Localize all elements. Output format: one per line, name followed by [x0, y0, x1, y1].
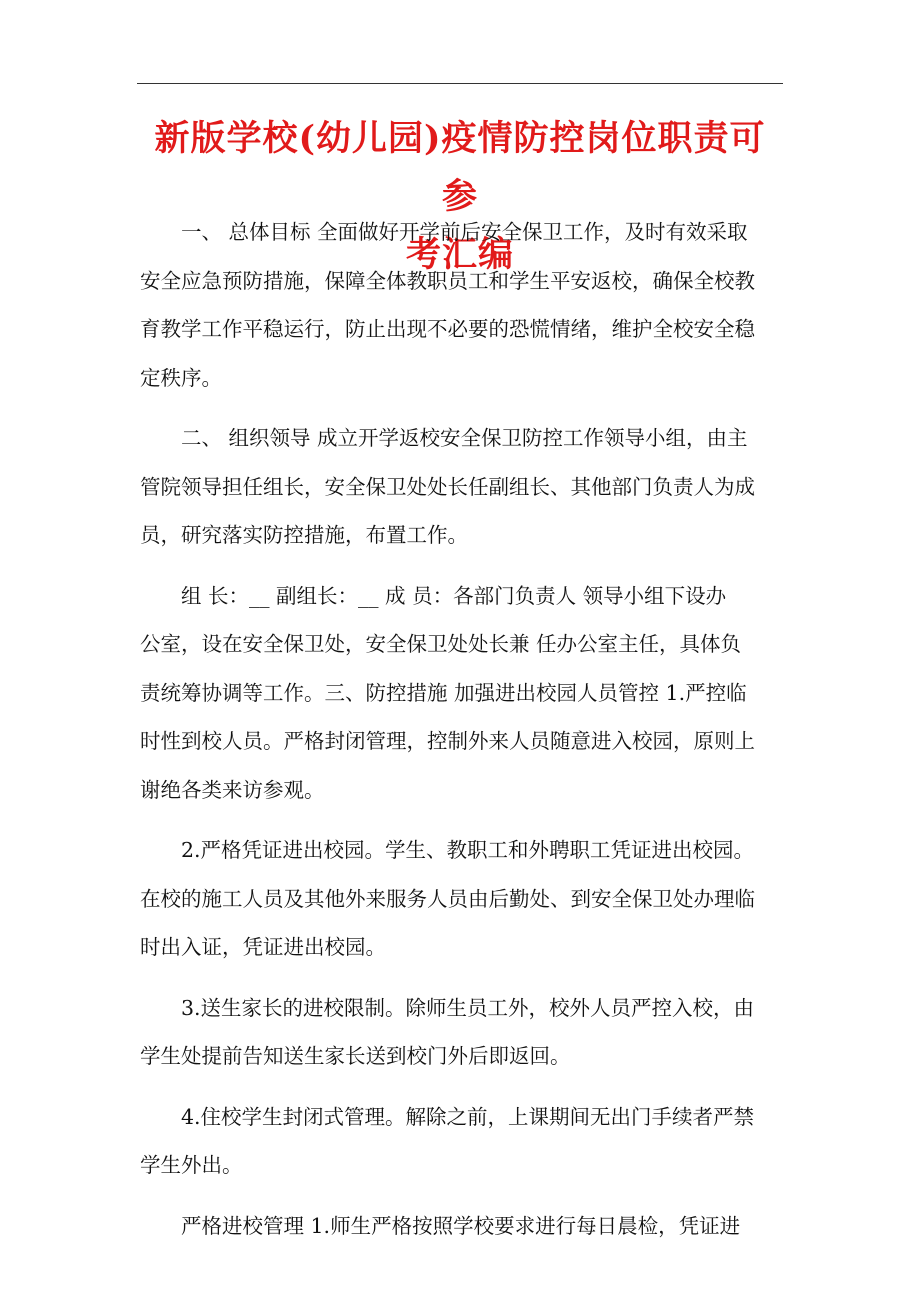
paragraph-entry-management — [140, 1202, 790, 1251]
text-line: 安全应急预防措施，保障全体教职员工和学生平安返校，确保全校教 — [140, 268, 755, 293]
text-line: 责统筹协调等工作。三、防控措施 加强进出校园人员管控 1.严控临 — [140, 680, 747, 705]
text-line: 员，研究落实防控措施，布置工作。 — [140, 523, 468, 547]
text-line: 谢绝各类来访参观。 — [140, 777, 325, 802]
text-line: 公室，设在安全保卫处，安全保卫处处长兼 任办公室主任，具体负 — [140, 632, 742, 656]
text-line: 在校的施工人员及其他外来服务人员由后勤处、到安全保卫处办理临 — [140, 886, 755, 911]
paragraph-entry-pass — [140, 826, 790, 972]
text-line: 2.严格凭证进出校园。学生、教职工和外聘职工凭证进出校园。 — [181, 838, 755, 862]
paragraph-team-and-measures — [140, 572, 790, 815]
header-rule — [137, 83, 783, 84]
paragraph-organization — [140, 414, 790, 560]
text-line: 学生处提前告知送生家长送到校门外后即返回。 — [140, 1044, 571, 1068]
text-line: 一、 总体目标 全面做好开学前后安全保卫工作，及时有效采取 — [181, 220, 748, 244]
text-line: 严格进校管理 1.师生严格按照学校要求进行每日晨检，凭证进 — [181, 1213, 741, 1238]
paragraph-boarding-students — [140, 1093, 790, 1190]
document-body — [140, 208, 790, 1262]
text-line: 4.住校学生封闭式管理。解除之前，上课期间无出门手续者严禁 — [181, 1104, 755, 1129]
text-line: 组 长：__ 副组长：__ 成 员：各部门负责人 领导小组下设办 — [181, 583, 727, 608]
text-line: 管院领导担任组长，安全保卫处处长任副组长、其他部门负责人为成 — [140, 474, 755, 499]
text-line: 育教学工作平稳运行，防止出现不必要的恐慌情绪，维护全校安全稳 — [140, 317, 755, 341]
title-line: 新版学校(幼儿园)疫情防控岗位职责可参 — [154, 118, 766, 217]
text-line: 二、 组织领导 成立开学返校安全保卫防控工作领导小组，由主 — [181, 426, 748, 450]
text-line: 时性到校人员。严格封闭管理，控制外来人员随意进入校园，原则上 — [140, 729, 755, 753]
text-line: 时出入证，凭证进出校园。 — [140, 935, 386, 959]
paragraph-general-goal — [140, 208, 790, 402]
text-line: 3.送生家长的进校限制。除师生员工外，校外人员严控入校，由 — [181, 995, 755, 1020]
title-line: 考汇编 — [405, 234, 514, 275]
text-line: 定秩序。 — [140, 365, 222, 390]
text-line: 学生外出。 — [140, 1153, 243, 1177]
paragraph-parent-restriction — [140, 984, 790, 1081]
